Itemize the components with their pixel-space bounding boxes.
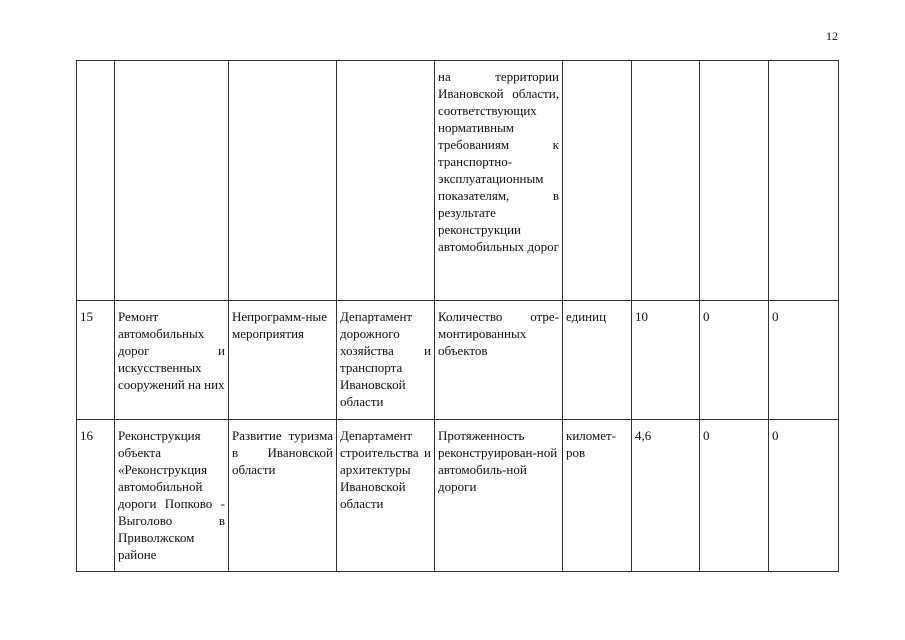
executor-cell: Департамент строительства и архитектуры Ивановской области <box>337 420 435 572</box>
executor-cell: Департамент дорожного хозяйства и транспорта Ивановской области <box>337 301 435 420</box>
value-cell-1: 4,6 <box>632 420 700 572</box>
value-cell-1: 10 <box>632 301 700 420</box>
unit-cell: километ-ров <box>563 420 632 572</box>
table-row <box>77 420 839 572</box>
program-cell: Непрограмм-ные мероприятия <box>229 301 337 420</box>
indicators-table <box>76 60 839 572</box>
page-number: 12 <box>826 29 838 43</box>
value-cell-3 <box>769 61 839 301</box>
program-cell <box>229 61 337 301</box>
indicator-cell: на территории Ивановской области, соответствующих нормативным требованиям к транспортно-эксплуатационным показателям, в результате реконструкции автомобильных дорог <box>435 61 563 301</box>
indicator-cell: Протяженность реконструирован-ной автомобиль-ной дороги <box>435 420 563 572</box>
unit-cell: единиц <box>563 301 632 420</box>
program-cell: Развитие туризма в Ивановской области <box>229 420 337 572</box>
measure-name-cell: Реконструкция объекта «Реконструкция автомобильной дороги Попково - Выголово в Приволжском районе <box>115 420 229 572</box>
row-number-cell: 16 <box>77 420 115 572</box>
value-cell-1 <box>632 61 700 301</box>
value-cell-2: 0 <box>700 301 769 420</box>
value-cell-2 <box>700 61 769 301</box>
executor-cell <box>337 61 435 301</box>
table-row <box>77 301 839 420</box>
unit-cell <box>563 61 632 301</box>
table-row <box>77 61 839 301</box>
indicator-cell: Количество отре-монтированных объектов <box>435 301 563 420</box>
value-cell-3: 0 <box>769 420 839 572</box>
measure-name-cell: Ремонт автомобильных дорог и искусственных сооружений на них <box>115 301 229 420</box>
row-number-cell <box>77 61 115 301</box>
value-cell-3: 0 <box>769 301 839 420</box>
measure-name-cell <box>115 61 229 301</box>
value-cell-2: 0 <box>700 420 769 572</box>
row-number-cell: 15 <box>77 301 115 420</box>
